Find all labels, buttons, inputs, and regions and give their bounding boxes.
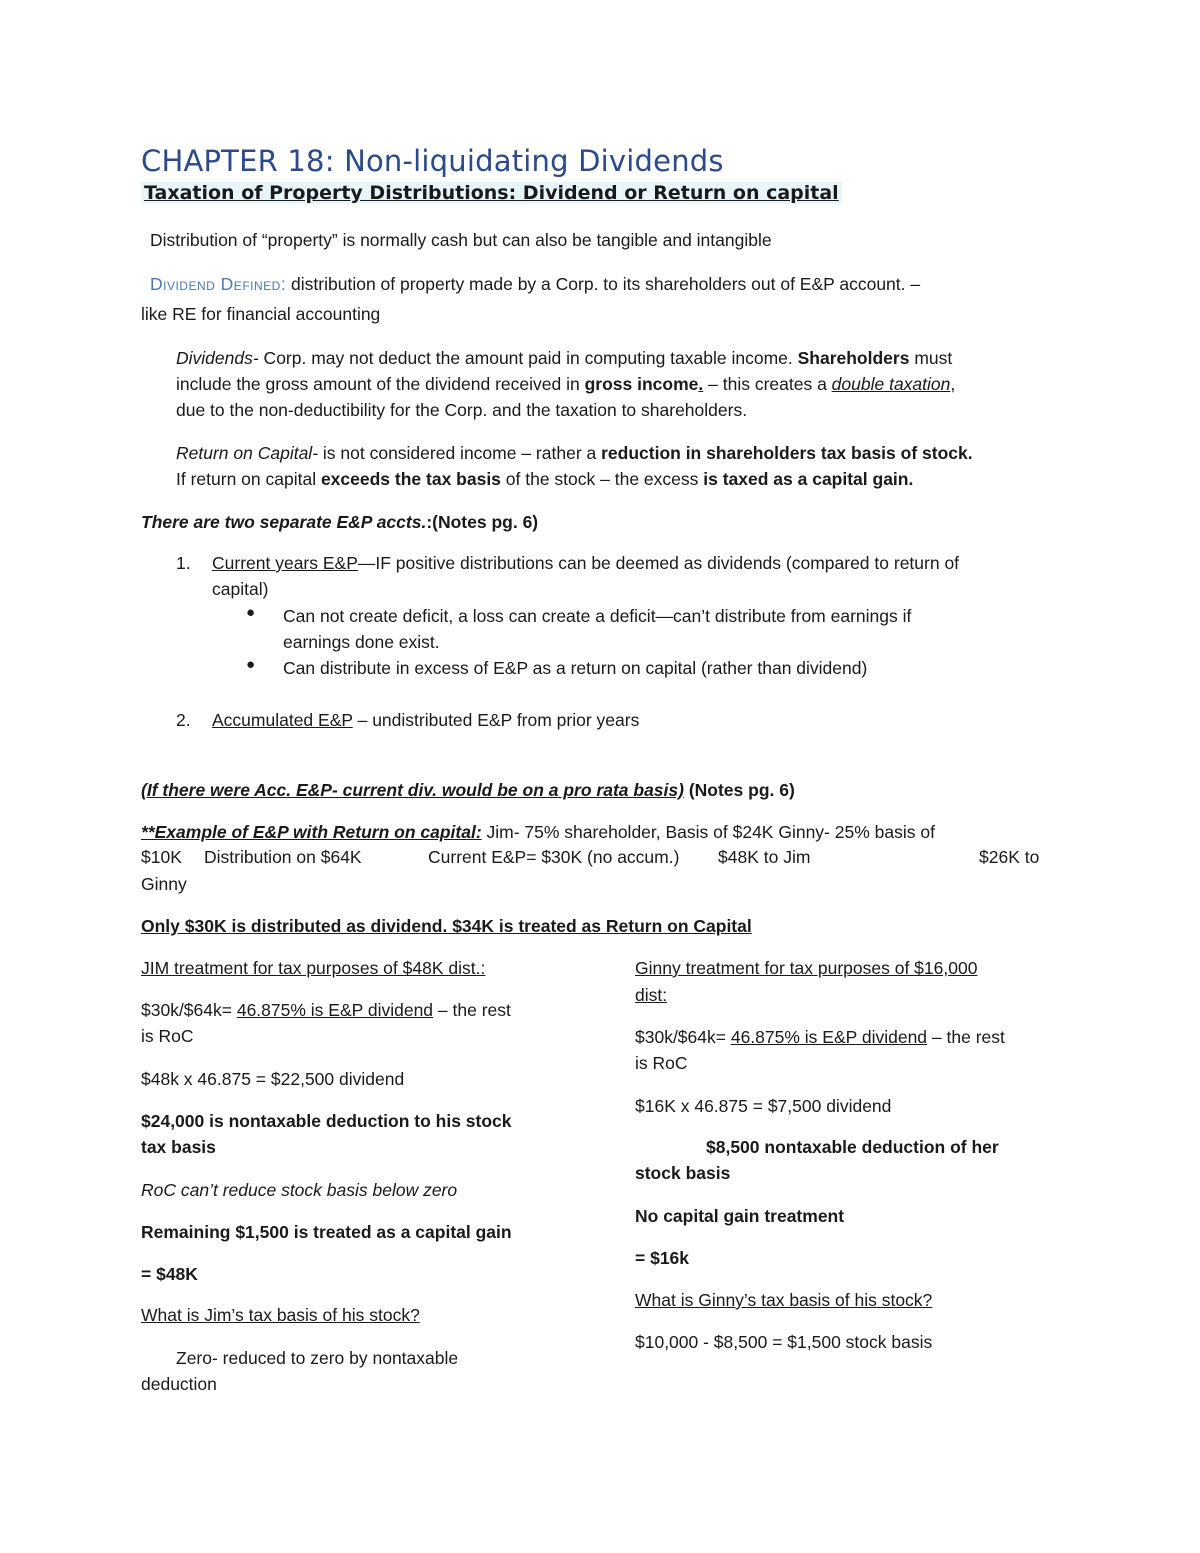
accumulated-ep-label: Accumulated E&P: [212, 710, 353, 730]
current-ep-label: Current years E&P: [212, 553, 358, 573]
text: must: [909, 348, 953, 368]
ginny-answer: $10,000 - $8,500 = $1,500 stock basis: [635, 1332, 933, 1352]
dividends-line1: [176, 348, 952, 369]
bullet-1-line2: earnings done exist.: [283, 632, 440, 652]
jim-capital-gain: Remaining $1,500 is treated as a capital gain: [141, 1222, 512, 1242]
text: $30k/$64k=: [141, 1000, 237, 1020]
example-line2d: $48K to Jim: [718, 847, 811, 867]
dividend-defined-label: Dividend Defined:: [150, 274, 287, 294]
text: (If there were Acc. E&P- current div. would be on a pro rata basis): [141, 780, 684, 800]
text: If return on capital: [176, 469, 321, 489]
dividend-defined-line1: [150, 274, 920, 295]
text: .: [698, 374, 704, 394]
text: – the rest: [927, 1027, 1005, 1047]
text: $30k/$64k=: [635, 1027, 731, 1047]
roc-line2: [176, 469, 913, 490]
jim-ratio-line2: is RoC: [141, 1026, 194, 1046]
text: reduction in shareholders tax basis of stock.: [601, 443, 973, 463]
text: ,: [950, 374, 956, 394]
example-line2b: Distribution on $64K: [204, 847, 362, 867]
dividend-defined-line2: like RE for financial accounting: [141, 304, 381, 324]
ginny-dividend: $16K x 46.875 = $7,500 dividend: [635, 1096, 892, 1116]
list-item-1-line2: capital): [212, 579, 269, 599]
bullet-2: Can distribute in excess of E&P as a return on capital (rather than dividend): [283, 658, 868, 678]
chapter-title: CHAPTER 18: Non-liquidating Dividends: [141, 144, 724, 178]
gross-income-bold: gross income: [584, 374, 699, 394]
ginny-total: = $16k: [635, 1248, 690, 1268]
jim-ratio-line1: [141, 1000, 511, 1021]
list-item-1: [212, 553, 959, 574]
example-line2a: $10K: [141, 847, 182, 867]
roc-lead: Return on Capital-: [176, 443, 319, 463]
shareholders-bold: Shareholders: [797, 348, 910, 368]
jim-total: = $48K: [141, 1264, 198, 1284]
jim-nontaxable-line2: tax basis: [141, 1137, 216, 1157]
text: 46.875% is E&P dividend: [730, 1027, 928, 1047]
dividend-defined-text: distribution of property made by a Corp. to its shareholders out of E&P account. –: [286, 274, 921, 294]
list-num-2: 2.: [176, 710, 191, 730]
jim-nontaxable-line1: $24,000 is nontaxable deduction to his stock: [141, 1111, 512, 1131]
ginny-question: What is Ginny’s tax basis of his stock?: [635, 1290, 933, 1310]
intro-line: Distribution of “property” is normally cash but can also be tangible and intangible: [150, 230, 772, 250]
bullet-icon: ●: [246, 656, 256, 673]
jim-roc-note: RoC can’t reduce stock basis below zero: [141, 1180, 458, 1200]
text: (Notes pg. 6): [683, 780, 795, 800]
text: is taxed as a capital gain.: [703, 469, 914, 489]
ginny-ratio-line2: is RoC: [635, 1053, 688, 1073]
example-line1: [141, 822, 935, 843]
dividends-line2: [176, 374, 955, 395]
ginny-nontaxable-line1: $8,500 nontaxable deduction of her: [706, 1137, 999, 1157]
roc-line1: [176, 443, 973, 464]
double-taxation: double taxation: [831, 374, 951, 394]
text: – the rest: [433, 1000, 511, 1020]
text: of the stock – the excess: [500, 469, 704, 489]
jim-answer-line2: deduction: [141, 1374, 217, 1394]
list-item-2: [212, 710, 639, 731]
section-heading: Taxation of Property Distributions: Dividend or Return on capital: [141, 182, 842, 204]
prorata-line: [141, 780, 795, 801]
jim-heading: JIM treatment for tax purposes of $48K dist.:: [141, 958, 486, 978]
text: $48k x 46.875 = $22,500 dividend: [141, 1069, 405, 1089]
bullet-1-line1: Can not create deficit, a loss can create a deficit—can’t distribute from earnings if: [283, 606, 912, 626]
text: There are two separate E&P accts.: [141, 512, 427, 532]
two-accts-line: [141, 512, 538, 533]
text: exceeds the tax basis: [320, 469, 501, 489]
text: – this creates a: [703, 374, 832, 394]
text: —IF positive distributions can be deemed as dividends (compared to return of: [357, 553, 960, 573]
only-line: Only $30K is distributed as dividend. $34K is treated as Return on Capital: [141, 916, 752, 936]
example-line2c: Current E&P= $30K (no accum.): [428, 847, 680, 867]
example-line3: Ginny: [141, 874, 187, 894]
jim-answer-line1: Zero- reduced to zero by nontaxable: [176, 1348, 459, 1368]
ginny-heading-line2: dist:: [635, 985, 668, 1005]
ginny-heading-line1: Ginny treatment for tax purposes of $16,000: [635, 958, 978, 978]
example-lead: **Example of E&P with Return on capital:: [141, 822, 482, 842]
list-num-1: 1.: [176, 553, 191, 573]
example-line2e: $26K to: [979, 847, 1040, 867]
bullet-icon: ●: [246, 604, 256, 621]
text: include the gross amount of the dividend received in: [176, 374, 585, 394]
jim-dividend: [141, 1069, 404, 1090]
ginny-no-capital-gain: No capital gain treatment: [635, 1206, 845, 1226]
text: – undistributed E&P from prior years: [352, 710, 640, 730]
text: 46.875% is E&P dividend: [236, 1000, 434, 1020]
text: Jim- 75% shareholder, Basis of $24K Ginny- 25% basis of: [481, 822, 935, 842]
ginny-ratio-line1: [635, 1027, 1005, 1048]
text: :(Notes pg. 6): [426, 512, 539, 532]
ginny-nontaxable-line2: stock basis: [635, 1163, 731, 1183]
text: Corp. may not deduct the amount paid in computing taxable income.: [258, 348, 798, 368]
dividends-line3: due to the non-deductibility for the Corp. and the taxation to shareholders.: [176, 400, 748, 420]
jim-question: What is Jim’s tax basis of his stock?: [141, 1305, 420, 1325]
text: is not considered income – rather a: [318, 443, 602, 463]
dividends-lead: Dividends-: [176, 348, 259, 368]
